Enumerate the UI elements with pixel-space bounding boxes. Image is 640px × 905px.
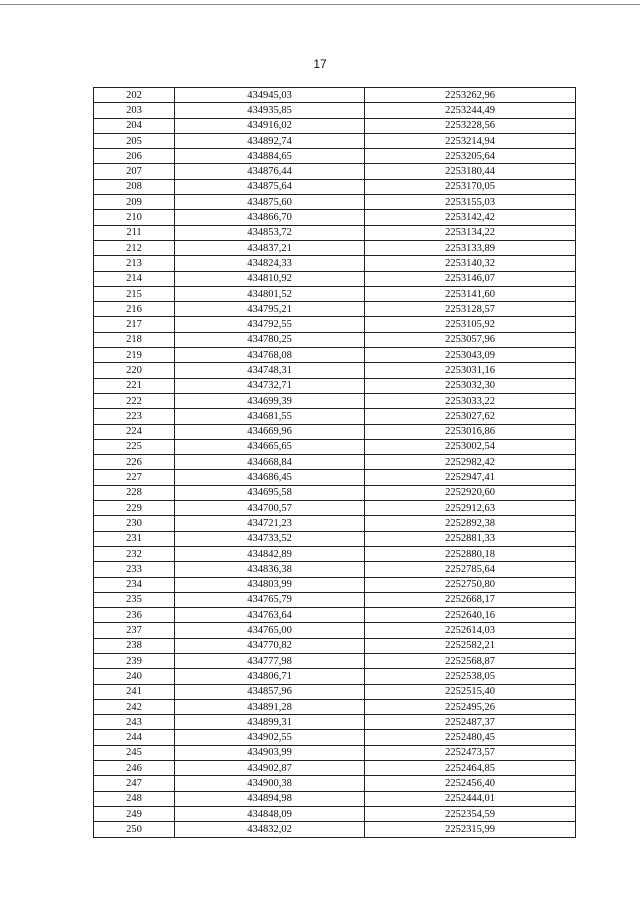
x-coordinate-cell: 434836,38 bbox=[175, 562, 365, 577]
x-coordinate-cell: 434891,28 bbox=[175, 699, 365, 714]
table-row bbox=[94, 118, 576, 133]
table-row bbox=[94, 225, 576, 240]
x-coordinate-cell: 434803,99 bbox=[175, 577, 365, 592]
point-number-cell: 236 bbox=[94, 608, 175, 623]
point-number-cell: 207 bbox=[94, 164, 175, 179]
x-coordinate-cell: 434902,87 bbox=[175, 761, 365, 776]
point-number-cell: 238 bbox=[94, 638, 175, 653]
point-number-cell: 250 bbox=[94, 822, 175, 837]
y-coordinate-cell: 2253244,49 bbox=[365, 103, 576, 118]
table-row bbox=[94, 470, 576, 485]
y-coordinate-cell: 2253032,30 bbox=[365, 378, 576, 393]
table-row bbox=[94, 348, 576, 363]
table-row bbox=[94, 485, 576, 500]
y-coordinate-cell: 2253002,54 bbox=[365, 439, 576, 454]
y-coordinate-cell: 2252982,42 bbox=[365, 455, 576, 470]
x-coordinate-cell: 434768,08 bbox=[175, 348, 365, 363]
y-coordinate-cell: 2252495,26 bbox=[365, 699, 576, 714]
x-coordinate-cell: 434763,64 bbox=[175, 608, 365, 623]
table-row bbox=[94, 332, 576, 347]
point-number-cell: 203 bbox=[94, 103, 175, 118]
point-number-cell: 219 bbox=[94, 348, 175, 363]
x-coordinate-cell: 434777,98 bbox=[175, 653, 365, 668]
y-coordinate-cell: 2253133,89 bbox=[365, 240, 576, 255]
table-row bbox=[94, 806, 576, 821]
y-coordinate-cell: 2252538,05 bbox=[365, 669, 576, 684]
y-coordinate-cell: 2252568,87 bbox=[365, 653, 576, 668]
point-number-cell: 234 bbox=[94, 577, 175, 592]
point-number-cell: 209 bbox=[94, 195, 175, 210]
table-row bbox=[94, 210, 576, 225]
x-coordinate-cell: 434894,98 bbox=[175, 791, 365, 806]
table-row bbox=[94, 699, 576, 714]
point-number-cell: 245 bbox=[94, 745, 175, 760]
point-number-cell: 247 bbox=[94, 776, 175, 791]
point-number-cell: 233 bbox=[94, 562, 175, 577]
point-number-cell: 231 bbox=[94, 531, 175, 546]
point-number-cell: 235 bbox=[94, 592, 175, 607]
y-coordinate-cell: 2253146,07 bbox=[365, 271, 576, 286]
x-coordinate-cell: 434765,00 bbox=[175, 623, 365, 638]
x-coordinate-cell: 434875,64 bbox=[175, 179, 365, 194]
y-coordinate-cell: 2253170,05 bbox=[365, 179, 576, 194]
x-coordinate-cell: 434903,99 bbox=[175, 745, 365, 760]
point-number-cell: 224 bbox=[94, 424, 175, 439]
table-row bbox=[94, 271, 576, 286]
y-coordinate-cell: 2253142,42 bbox=[365, 210, 576, 225]
top-border-line bbox=[0, 4, 640, 5]
x-coordinate-cell: 434875,60 bbox=[175, 195, 365, 210]
x-coordinate-cell: 434848,09 bbox=[175, 806, 365, 821]
y-coordinate-cell: 2252315,99 bbox=[365, 822, 576, 837]
table-row bbox=[94, 653, 576, 668]
point-number-cell: 239 bbox=[94, 653, 175, 668]
x-coordinate-cell: 434824,33 bbox=[175, 256, 365, 271]
point-number-cell: 212 bbox=[94, 240, 175, 255]
table-row bbox=[94, 776, 576, 791]
y-coordinate-cell: 2253057,96 bbox=[365, 332, 576, 347]
table-row bbox=[94, 791, 576, 806]
y-coordinate-cell: 2253262,96 bbox=[365, 88, 576, 103]
x-coordinate-cell: 434695,58 bbox=[175, 485, 365, 500]
table-row bbox=[94, 531, 576, 546]
x-coordinate-cell: 434853,72 bbox=[175, 225, 365, 240]
table-row bbox=[94, 393, 576, 408]
x-coordinate-cell: 434876,44 bbox=[175, 164, 365, 179]
y-coordinate-cell: 2253228,56 bbox=[365, 118, 576, 133]
coordinates-table-body bbox=[94, 88, 576, 838]
x-coordinate-cell: 434900,38 bbox=[175, 776, 365, 791]
x-coordinate-cell: 434935,85 bbox=[175, 103, 365, 118]
x-coordinate-cell: 434837,21 bbox=[175, 240, 365, 255]
x-coordinate-cell: 434795,21 bbox=[175, 302, 365, 317]
x-coordinate-cell: 434748,31 bbox=[175, 363, 365, 378]
point-number-cell: 222 bbox=[94, 393, 175, 408]
y-coordinate-cell: 2252456,40 bbox=[365, 776, 576, 791]
point-number-cell: 205 bbox=[94, 133, 175, 148]
x-coordinate-cell: 434801,52 bbox=[175, 286, 365, 301]
x-coordinate-cell: 434842,89 bbox=[175, 546, 365, 561]
y-coordinate-cell: 2252668,17 bbox=[365, 592, 576, 607]
y-coordinate-cell: 2252640,16 bbox=[365, 608, 576, 623]
point-number-cell: 220 bbox=[94, 363, 175, 378]
table-row bbox=[94, 424, 576, 439]
point-number-cell: 237 bbox=[94, 623, 175, 638]
table-row bbox=[94, 409, 576, 424]
x-coordinate-cell: 434665,65 bbox=[175, 439, 365, 454]
y-coordinate-cell: 2253140,32 bbox=[365, 256, 576, 271]
table-row bbox=[94, 761, 576, 776]
y-coordinate-cell: 2252582,21 bbox=[365, 638, 576, 653]
table-row bbox=[94, 592, 576, 607]
point-number-cell: 216 bbox=[94, 302, 175, 317]
table-row bbox=[94, 715, 576, 730]
table-row bbox=[94, 286, 576, 301]
table-row bbox=[94, 501, 576, 516]
point-number-cell: 213 bbox=[94, 256, 175, 271]
x-coordinate-cell: 434810,92 bbox=[175, 271, 365, 286]
x-coordinate-cell: 434866,70 bbox=[175, 210, 365, 225]
point-number-cell: 202 bbox=[94, 88, 175, 103]
y-coordinate-cell: 2252464,85 bbox=[365, 761, 576, 776]
point-number-cell: 232 bbox=[94, 546, 175, 561]
x-coordinate-cell: 434945,03 bbox=[175, 88, 365, 103]
y-coordinate-cell: 2253141,60 bbox=[365, 286, 576, 301]
y-coordinate-cell: 2253214,94 bbox=[365, 133, 576, 148]
point-number-cell: 241 bbox=[94, 684, 175, 699]
point-number-cell: 215 bbox=[94, 286, 175, 301]
x-coordinate-cell: 434770,82 bbox=[175, 638, 365, 653]
x-coordinate-cell: 434732,71 bbox=[175, 378, 365, 393]
table-row bbox=[94, 562, 576, 577]
x-coordinate-cell: 434857,96 bbox=[175, 684, 365, 699]
point-number-cell: 221 bbox=[94, 378, 175, 393]
y-coordinate-cell: 2253134,22 bbox=[365, 225, 576, 240]
point-number-cell: 240 bbox=[94, 669, 175, 684]
coordinates-table bbox=[93, 87, 576, 838]
point-number-cell: 242 bbox=[94, 699, 175, 714]
y-coordinate-cell: 2252487,37 bbox=[365, 715, 576, 730]
table-row bbox=[94, 439, 576, 454]
table-row bbox=[94, 88, 576, 103]
table-row bbox=[94, 577, 576, 592]
table-row bbox=[94, 133, 576, 148]
point-number-cell: 214 bbox=[94, 271, 175, 286]
table-row bbox=[94, 638, 576, 653]
table-row bbox=[94, 149, 576, 164]
y-coordinate-cell: 2252785,64 bbox=[365, 562, 576, 577]
point-number-cell: 228 bbox=[94, 485, 175, 500]
y-coordinate-cell: 2252880,18 bbox=[365, 546, 576, 561]
x-coordinate-cell: 434899,31 bbox=[175, 715, 365, 730]
point-number-cell: 230 bbox=[94, 516, 175, 531]
point-number-cell: 226 bbox=[94, 455, 175, 470]
page-number: 17 bbox=[313, 57, 327, 71]
y-coordinate-cell: 2252920,60 bbox=[365, 485, 576, 500]
table-row bbox=[94, 378, 576, 393]
y-coordinate-cell: 2252444,01 bbox=[365, 791, 576, 806]
point-number-cell: 217 bbox=[94, 317, 175, 332]
table-row bbox=[94, 164, 576, 179]
y-coordinate-cell: 2252515,40 bbox=[365, 684, 576, 699]
x-coordinate-cell: 434884,65 bbox=[175, 149, 365, 164]
table-row bbox=[94, 195, 576, 210]
x-coordinate-cell: 434669,96 bbox=[175, 424, 365, 439]
x-coordinate-cell: 434668,84 bbox=[175, 455, 365, 470]
table-row bbox=[94, 516, 576, 531]
y-coordinate-cell: 2253033,22 bbox=[365, 393, 576, 408]
y-coordinate-cell: 2252614,03 bbox=[365, 623, 576, 638]
x-coordinate-cell: 434721,23 bbox=[175, 516, 365, 531]
x-coordinate-cell: 434700,57 bbox=[175, 501, 365, 516]
x-coordinate-cell: 434806,71 bbox=[175, 669, 365, 684]
table-row bbox=[94, 623, 576, 638]
point-number-cell: 229 bbox=[94, 501, 175, 516]
table-row bbox=[94, 822, 576, 837]
y-coordinate-cell: 2253105,92 bbox=[365, 317, 576, 332]
x-coordinate-cell: 434686,45 bbox=[175, 470, 365, 485]
table-row bbox=[94, 684, 576, 699]
table-row bbox=[94, 608, 576, 623]
y-coordinate-cell: 2252892,38 bbox=[365, 516, 576, 531]
point-number-cell: 246 bbox=[94, 761, 175, 776]
x-coordinate-cell: 434733,52 bbox=[175, 531, 365, 546]
y-coordinate-cell: 2252354,59 bbox=[365, 806, 576, 821]
point-number-cell: 208 bbox=[94, 179, 175, 194]
y-coordinate-cell: 2252750,80 bbox=[365, 577, 576, 592]
point-number-cell: 244 bbox=[94, 730, 175, 745]
table-row bbox=[94, 546, 576, 561]
table-row bbox=[94, 363, 576, 378]
y-coordinate-cell: 2253128,57 bbox=[365, 302, 576, 317]
y-coordinate-cell: 2252473,57 bbox=[365, 745, 576, 760]
table-row bbox=[94, 455, 576, 470]
y-coordinate-cell: 2253016,86 bbox=[365, 424, 576, 439]
point-number-cell: 218 bbox=[94, 332, 175, 347]
table-row bbox=[94, 745, 576, 760]
point-number-cell: 243 bbox=[94, 715, 175, 730]
point-number-cell: 211 bbox=[94, 225, 175, 240]
y-coordinate-cell: 2252912,63 bbox=[365, 501, 576, 516]
y-coordinate-cell: 2253043,09 bbox=[365, 348, 576, 363]
y-coordinate-cell: 2253027,62 bbox=[365, 409, 576, 424]
y-coordinate-cell: 2253031,16 bbox=[365, 363, 576, 378]
x-coordinate-cell: 434892,74 bbox=[175, 133, 365, 148]
y-coordinate-cell: 2253205,64 bbox=[365, 149, 576, 164]
x-coordinate-cell: 434916,02 bbox=[175, 118, 365, 133]
y-coordinate-cell: 2252947,41 bbox=[365, 470, 576, 485]
x-coordinate-cell: 434792,55 bbox=[175, 317, 365, 332]
x-coordinate-cell: 434765,79 bbox=[175, 592, 365, 607]
point-number-cell: 248 bbox=[94, 791, 175, 806]
point-number-cell: 249 bbox=[94, 806, 175, 821]
table-row bbox=[94, 256, 576, 271]
point-number-cell: 204 bbox=[94, 118, 175, 133]
y-coordinate-cell: 2253180,44 bbox=[365, 164, 576, 179]
y-coordinate-cell: 2252480,45 bbox=[365, 730, 576, 745]
x-coordinate-cell: 434902,55 bbox=[175, 730, 365, 745]
table-row bbox=[94, 240, 576, 255]
table-row bbox=[94, 669, 576, 684]
point-number-cell: 225 bbox=[94, 439, 175, 454]
table-row bbox=[94, 179, 576, 194]
point-number-cell: 223 bbox=[94, 409, 175, 424]
table-row bbox=[94, 103, 576, 118]
x-coordinate-cell: 434699,39 bbox=[175, 393, 365, 408]
table-row bbox=[94, 317, 576, 332]
table-row bbox=[94, 302, 576, 317]
point-number-cell: 206 bbox=[94, 149, 175, 164]
y-coordinate-cell: 2252881,33 bbox=[365, 531, 576, 546]
y-coordinate-cell: 2253155,03 bbox=[365, 195, 576, 210]
point-number-cell: 210 bbox=[94, 210, 175, 225]
x-coordinate-cell: 434780,25 bbox=[175, 332, 365, 347]
x-coordinate-cell: 434832,02 bbox=[175, 822, 365, 837]
point-number-cell: 227 bbox=[94, 470, 175, 485]
table-row bbox=[94, 730, 576, 745]
x-coordinate-cell: 434681,55 bbox=[175, 409, 365, 424]
